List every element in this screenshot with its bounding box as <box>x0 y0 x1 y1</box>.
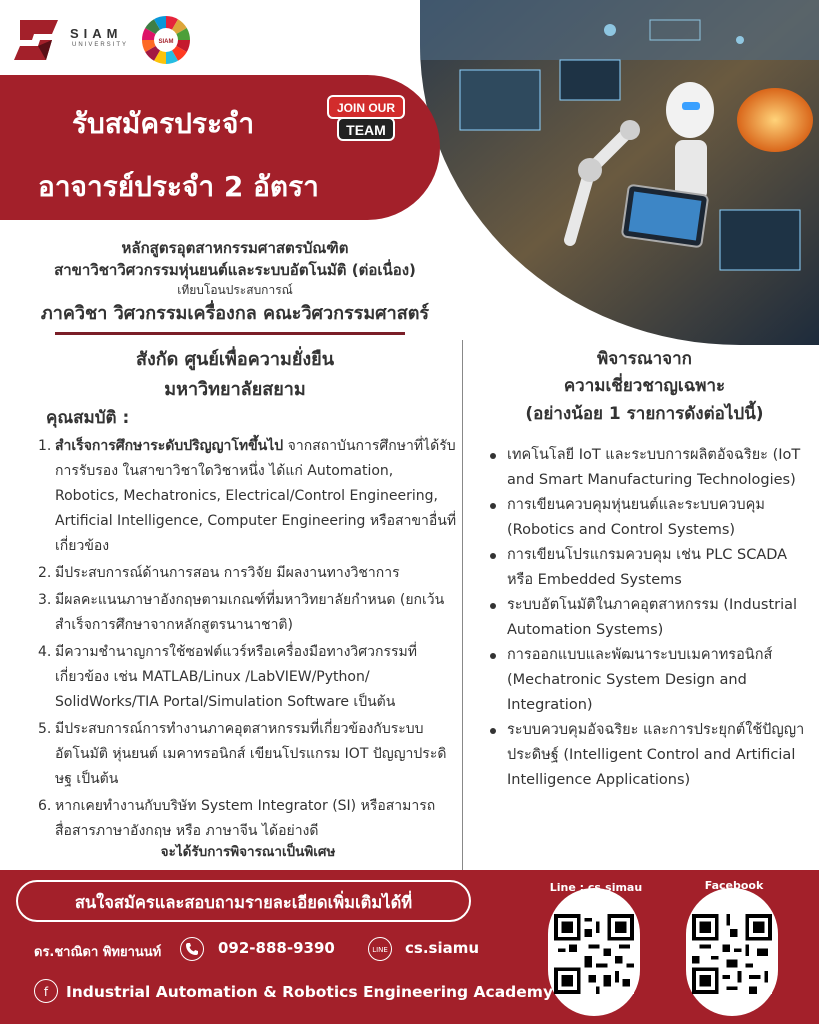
list-item: 5. มีประสบการณ์การทำงานภาคอุตสาหกรรมที่เกี่ยวข้องกับระบบอัตโนมัติ หุ่นยนต์ เมคาทรอนิกส์ เขียนโปรแกรม IOT ปัญญาประดิษฐ เป็นต้น <box>38 721 447 787</box>
affiliation-line2: มหาวิทยาลัยสยาม <box>164 379 306 400</box>
qualifications-heading: คุณสมบัติ : <box>46 408 130 428</box>
expertise-list <box>488 443 810 793</box>
join-our-team-badge <box>326 92 406 142</box>
expertise-heading-3: (อย่างน้อย 1 รายการดังต่อไปนี้) <box>525 404 764 424</box>
list-item: การเขียนควบคุมหุ่นยนต์และระบบควบคุม (Robotics and Control Systems) <box>488 493 810 543</box>
department-title: ภาควิชา วิศวกรรมเครื่องกล คณะวิศวกรรมศาสตร์ <box>40 303 430 324</box>
contact-cta: สนใจสมัครและสอบถามรายละเอียดเพิ่มเติมได้ที่ <box>16 880 471 922</box>
list-item: 6. หากเคยทำงานกับบริษัท System Integrator (SI) หรือสามารถสื่อสารภาษาอังกฤษ หรือ ภาษาจีน ได้อย่างดี <box>38 798 436 839</box>
line-qr-label: Line : cs.simau <box>549 881 643 894</box>
badge-bottom-text: TEAM <box>346 122 386 138</box>
hero-robotics-image <box>420 0 819 345</box>
sdg-logo-text: SIAM <box>158 39 174 45</box>
line-id[interactable]: cs.siamu <box>405 939 480 957</box>
expertise-heading-1: พิจารณาจาก <box>597 349 692 369</box>
phone-icon <box>180 937 204 961</box>
facebook-qr-code[interactable] <box>692 914 772 994</box>
siam-university-logo <box>12 14 64 66</box>
list-item: ระบบควบคุมอัจฉริยะ และการประยุกต์ใช้ปัญญาประดิษฐ์ (Intelligent Control and Artificial Intelligence Applications) <box>488 718 810 793</box>
program-title-3: เทียบโอนประสบการณ์ <box>177 283 293 297</box>
special-consideration: จะได้รับการพิจารณาเป็นพิเศษ <box>160 844 336 860</box>
brand-name: SIAM <box>70 26 123 41</box>
sdg-wheel-logo <box>138 12 194 68</box>
contact-phone[interactable]: 092-888-9390 <box>218 939 335 957</box>
facebook-icon: f <box>34 979 58 1003</box>
line-icon: LINE <box>368 937 392 961</box>
divider <box>55 332 405 335</box>
list-item: การเขียนโปรแกรมควบคุม เช่น PLC SCADA หรือ Embedded Systems <box>488 543 810 593</box>
contact-name: ดร.ชาณิดา พิทยานนท์ <box>34 945 162 960</box>
qualifications-list <box>38 434 458 846</box>
banner-title-line1: รับสมัครประจำ <box>72 107 255 140</box>
academy-name[interactable]: Industrial Automation & Robotics Engineering Academy <box>66 983 554 1001</box>
program-title-1: หลักสูตรอุตสาหกรรมศาสตรบัณฑิต <box>121 239 349 257</box>
list-item: 4. มีความชำนาญการใช้ซอฟต์แวร์หรือเครื่องมือทางวิศวกรรมที่เกี่ยวข้อง เช่น MATLAB/Linux /LabVIEW/Python/ SolidWorks/TIA Portal/Simulation Software เป็นต้น <box>38 644 417 710</box>
affiliation-line1: สังกัด ศูนย์เพื่อความยั่งยืน <box>135 349 335 370</box>
column-divider <box>462 340 463 870</box>
list-item: การออกแบบและพัฒนาระบบเมคาทรอนิกส์ (Mechatronic System Design and Integration) <box>488 643 810 718</box>
brand-sub: UNIVERSITY <box>72 42 129 48</box>
list-item: 2. มีประสบการณ์ด้านการสอน การวิจัย มีผลงานทางวิชาการ <box>38 565 400 581</box>
expertise-heading-2: ความเชี่ยวชาญเฉพาะ <box>563 376 726 396</box>
list-item: ระบบอัตโนมัติในภาคอุตสาหกรรม (Industrial Automation Systems) <box>488 593 810 643</box>
list-item: 3. มีผลคะแนนภาษาอังกฤษตามเกณฑ์ที่มหาวิทยาลัยกำหนด (ยกเว้นสำเร็จการศึกษาจากหลักสูตรนานาชาติ) <box>38 592 445 633</box>
line-qr-code[interactable] <box>554 914 634 994</box>
list-item: เทคโนโลยี IoT และระบบการผลิตอัจฉริยะ (IoT and Smart Manufacturing Technologies) <box>488 443 810 493</box>
list-item: 1. สำเร็จการศึกษาระดับปริญญาโทขึ้นไป จากสถาบันการศึกษาที่ได้รับการรับรอง ในสาขาวิชาใดวิชาหนึ่ง ได้แก่ Automation, Robotics, Mechatronics, Electrical/Control Engineering, Artificial Intelligence, Computer Engineering หรือสาขาอื่นที่เกี่ยวข้อง <box>38 438 457 554</box>
badge-top-text: JOIN OUR <box>336 101 396 115</box>
facebook-qr-label: Facebook <box>704 879 764 892</box>
program-title-2: สาขาวิชาวิศวกรรมหุ่นยนต์และระบบอัตโนมัติ (ต่อเนื่อง) <box>54 261 416 279</box>
banner-title-line2: อาจารย์ประจำ 2 อัตรา <box>38 170 319 203</box>
